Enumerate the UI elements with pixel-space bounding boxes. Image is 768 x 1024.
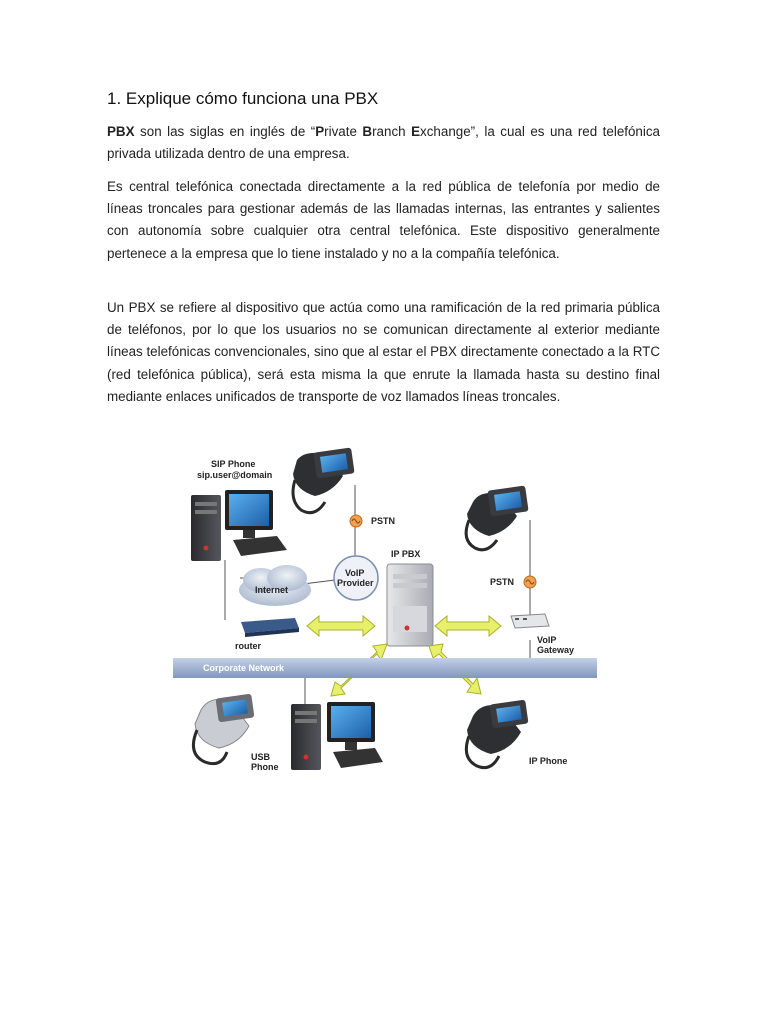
label-voip-provider-1: VoIP <box>345 568 365 578</box>
text-fragment: ranch <box>372 124 412 139</box>
label-sip-user: sip.user@domain <box>197 470 273 480</box>
initial-b: B <box>362 124 373 139</box>
label-internet: Internet <box>255 585 289 595</box>
label-pstn-right: PSTN <box>490 577 515 587</box>
pstn-marker-icon <box>524 576 536 588</box>
label-router: router <box>235 641 262 651</box>
label-voip-gateway-1: VoIP <box>537 635 557 645</box>
pc-tower-icon <box>291 704 321 770</box>
ip-pbx-server-icon <box>387 564 433 646</box>
text-fragment: ”, la cual es una red telefónica privada utilizada dentro de una empresa. <box>107 124 660 162</box>
text-fragment: rivate <box>324 124 363 139</box>
label-ip-pbx: IP PBX <box>391 549 421 559</box>
label-sip-phone: SIP Phone <box>211 459 256 469</box>
usb-phone-icon <box>193 694 254 764</box>
label-usb-phone-1: USB <box>251 752 271 762</box>
text-fragment: xchange <box>420 124 471 139</box>
desk-phone-icon <box>466 485 529 549</box>
monitor-icon <box>327 702 383 768</box>
paragraph-pbx-definition <box>107 121 660 165</box>
voip-gateway-icon <box>511 614 549 628</box>
label-pstn-top: PSTN <box>371 516 396 526</box>
pbx-network-diagram <box>165 440 605 785</box>
pstn-marker-icon <box>350 515 362 527</box>
initial-e: E <box>411 124 421 139</box>
desk-phone-icon <box>293 447 355 512</box>
label-ip-phone: IP Phone <box>529 756 568 766</box>
label-voip-gateway-2: Gateway <box>537 645 575 655</box>
text-fragment: son las siglas en inglés de “ <box>134 124 316 139</box>
ip-phone-icon <box>466 700 528 768</box>
label-usb-phone-2: Phone <box>251 762 279 772</box>
term-pbx: PBX <box>107 124 135 139</box>
paragraph-central: Es central telefónica conectada directamente a la red pública de telefonía por medio de líneas troncales para gestionar además de las llamadas internas, las entrantes y salientes con autonomía sobre cualquier otra central telefónica. Este dispositivo generalmente pertenece a la empresa que lo tiene instalado y no a la compañía telefónica. <box>107 179 660 261</box>
paragraph-ramificacion: Un PBX se refiere al dispositivo que actúa como una ramificación de la red primaria pública de teléfonos, por lo que los usuarios no se comunican directamente al exterior mediante líneas telefónicas convencionales, sino que al estar el PBX directamente conectado a la RTC (red telefónica pública), será esta misma la que enrute la llamada hasta su destino final mediante enlaces unificados de transporte de voz llamados líneas troncales. <box>107 300 660 404</box>
pc-tower-icon <box>191 495 221 561</box>
label-voip-provider-2: Provider <box>337 578 374 588</box>
router-icon <box>241 618 299 637</box>
label-corporate-network: Corporate Network <box>203 663 285 673</box>
initial-p: P <box>315 124 325 139</box>
section-heading: 1. Explique cómo funciona una PBX <box>107 89 379 108</box>
monitor-icon <box>225 490 287 556</box>
